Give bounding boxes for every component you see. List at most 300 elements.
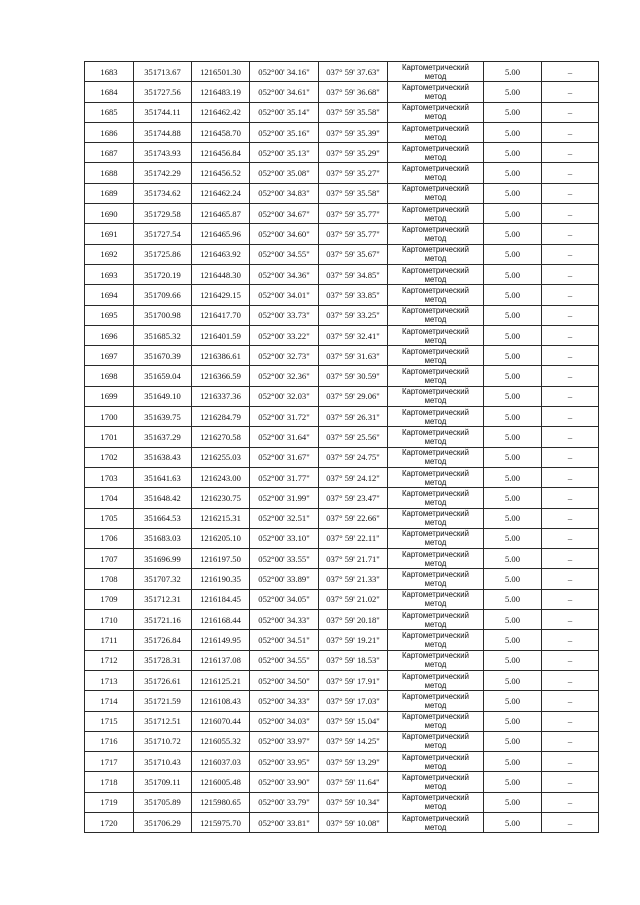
longitude-cell: 037° 59' 22.11" xyxy=(319,528,388,548)
description-cell: – xyxy=(542,752,599,772)
accuracy-cell: 5.00 xyxy=(484,467,542,487)
method-line-2: метод xyxy=(424,274,447,284)
table-row xyxy=(85,386,599,406)
method-line-1: Картометрический xyxy=(402,306,469,316)
accuracy-cell: 5.00 xyxy=(484,82,542,102)
method-line-1: Картометрический xyxy=(402,326,469,336)
method-line-2: метод xyxy=(424,416,447,426)
description-cell: – xyxy=(542,447,599,467)
method-line-2: метод xyxy=(424,396,447,406)
method-cell xyxy=(388,488,484,508)
table-row xyxy=(85,122,599,142)
x-coordinate-cell: 351710.43 xyxy=(134,752,192,772)
method-cell xyxy=(388,102,484,122)
method-cell xyxy=(388,264,484,284)
method-cell xyxy=(388,82,484,102)
accuracy-cell: 5.00 xyxy=(484,549,542,569)
table-row xyxy=(85,143,599,163)
table-row xyxy=(85,792,599,812)
description-cell: – xyxy=(542,610,599,630)
method-line-2: метод xyxy=(424,477,447,487)
y-coordinate-cell: 1216037.03 xyxy=(192,752,250,772)
longitude-cell: 037° 59' 23.47" xyxy=(319,488,388,508)
method-cell xyxy=(388,122,484,142)
longitude-cell: 037° 59' 32.41" xyxy=(319,325,388,345)
y-coordinate-cell: 1216125.21 xyxy=(192,670,250,690)
point-number-cell: 1704 xyxy=(85,488,134,508)
longitude-cell: 037° 59' 21.33" xyxy=(319,569,388,589)
point-number-cell: 1690 xyxy=(85,204,134,224)
x-coordinate-cell: 351685.32 xyxy=(134,325,192,345)
latitude-cell: 052°00' 31.64" xyxy=(250,427,319,447)
method-line-2: метод xyxy=(424,497,447,507)
latitude-cell: 052°00' 34.16" xyxy=(250,62,319,82)
accuracy-cell: 5.00 xyxy=(484,183,542,203)
accuracy-cell: 5.00 xyxy=(484,204,542,224)
y-coordinate-cell: 1216462.24 xyxy=(192,183,250,203)
description-cell: – xyxy=(542,670,599,690)
longitude-cell: 037° 59' 35.58" xyxy=(319,183,388,203)
y-coordinate-cell: 1216005.48 xyxy=(192,772,250,792)
description-cell: – xyxy=(542,407,599,427)
method-cell xyxy=(388,366,484,386)
longitude-cell: 037° 59' 35.27" xyxy=(319,163,388,183)
point-number-cell: 1701 xyxy=(85,427,134,447)
x-coordinate-cell: 351713.67 xyxy=(134,62,192,82)
method-cell xyxy=(388,244,484,264)
accuracy-cell: 5.00 xyxy=(484,691,542,711)
longitude-cell: 037° 59' 35.77" xyxy=(319,204,388,224)
latitude-cell: 052°00' 31.77" xyxy=(250,467,319,487)
method-line-1: Картометрический xyxy=(402,671,469,681)
accuracy-cell: 5.00 xyxy=(484,346,542,366)
y-coordinate-cell: 1216366.59 xyxy=(192,366,250,386)
x-coordinate-cell: 351734.62 xyxy=(134,183,192,203)
method-line-1: Картометрический xyxy=(402,732,469,742)
point-number-cell: 1716 xyxy=(85,731,134,751)
point-number-cell: 1717 xyxy=(85,752,134,772)
longitude-cell: 037° 59' 35.29" xyxy=(319,143,388,163)
x-coordinate-cell: 351637.29 xyxy=(134,427,192,447)
method-line-1: Картометрический xyxy=(402,245,469,255)
table-row xyxy=(85,711,599,731)
point-number-cell: 1686 xyxy=(85,122,134,142)
method-cell xyxy=(388,731,484,751)
latitude-cell: 052°00' 34.33" xyxy=(250,610,319,630)
method-line-2: метод xyxy=(424,173,447,183)
y-coordinate-cell: 1216270.58 xyxy=(192,427,250,447)
y-coordinate-cell: 1216456.52 xyxy=(192,163,250,183)
point-number-cell: 1718 xyxy=(85,772,134,792)
table-row xyxy=(85,224,599,244)
description-cell: – xyxy=(542,386,599,406)
latitude-cell: 052°00' 34.60" xyxy=(250,224,319,244)
longitude-cell: 037° 59' 15.04" xyxy=(319,711,388,731)
method-line-2: метод xyxy=(424,355,447,365)
latitude-cell: 052°00' 31.99" xyxy=(250,488,319,508)
accuracy-cell: 5.00 xyxy=(484,285,542,305)
method-line-2: метод xyxy=(424,660,447,670)
x-coordinate-cell: 351744.88 xyxy=(134,122,192,142)
table-row xyxy=(85,447,599,467)
table-row xyxy=(85,610,599,630)
point-number-cell: 1696 xyxy=(85,325,134,345)
method-line-2: метод xyxy=(424,518,447,528)
method-line-1: Картометрический xyxy=(402,509,469,519)
method-line-2: метод xyxy=(424,436,447,446)
table-row xyxy=(85,264,599,284)
latitude-cell: 052°00' 33.10" xyxy=(250,528,319,548)
accuracy-cell: 5.00 xyxy=(484,610,542,630)
method-cell xyxy=(388,528,484,548)
table-row xyxy=(85,772,599,792)
x-coordinate-cell: 351705.89 xyxy=(134,792,192,812)
accuracy-cell: 5.00 xyxy=(484,143,542,163)
table-row xyxy=(85,508,599,528)
latitude-cell: 052°00' 35.08" xyxy=(250,163,319,183)
latitude-cell: 052°00' 33.22" xyxy=(250,325,319,345)
description-cell: – xyxy=(542,691,599,711)
latitude-cell: 052°00' 32.03" xyxy=(250,386,319,406)
longitude-cell: 037° 59' 10.34" xyxy=(319,792,388,812)
x-coordinate-cell: 351726.61 xyxy=(134,670,192,690)
x-coordinate-cell: 351649.10 xyxy=(134,386,192,406)
description-cell: – xyxy=(542,285,599,305)
x-coordinate-cell: 351638.43 xyxy=(134,447,192,467)
y-coordinate-cell: 1216458.70 xyxy=(192,122,250,142)
method-line-2: метод xyxy=(424,822,447,832)
point-number-cell: 1708 xyxy=(85,569,134,589)
method-line-2: метод xyxy=(424,639,447,649)
point-number-cell: 1706 xyxy=(85,528,134,548)
table-row xyxy=(85,62,599,82)
method-line-1: Картометрический xyxy=(402,752,469,762)
latitude-cell: 052°00' 33.97" xyxy=(250,731,319,751)
table-row xyxy=(85,569,599,589)
table-row xyxy=(85,549,599,569)
latitude-cell: 052°00' 34.55" xyxy=(250,244,319,264)
method-line-2: метод xyxy=(424,152,447,162)
method-cell xyxy=(388,346,484,366)
method-line-2: метод xyxy=(424,558,447,568)
accuracy-cell: 5.00 xyxy=(484,488,542,508)
accuracy-cell: 5.00 xyxy=(484,528,542,548)
accuracy-cell: 5.00 xyxy=(484,264,542,284)
x-coordinate-cell: 351725.86 xyxy=(134,244,192,264)
y-coordinate-cell: 1216137.08 xyxy=(192,650,250,670)
point-number-cell: 1713 xyxy=(85,670,134,690)
point-number-cell: 1702 xyxy=(85,447,134,467)
table-row xyxy=(85,650,599,670)
x-coordinate-cell: 351641.63 xyxy=(134,467,192,487)
point-number-cell: 1688 xyxy=(85,163,134,183)
point-number-cell: 1684 xyxy=(85,82,134,102)
x-coordinate-cell: 351710.72 xyxy=(134,731,192,751)
y-coordinate-cell: 1216184.45 xyxy=(192,589,250,609)
method-cell xyxy=(388,610,484,630)
accuracy-cell: 5.00 xyxy=(484,366,542,386)
accuracy-cell: 5.00 xyxy=(484,731,542,751)
accuracy-cell: 5.00 xyxy=(484,427,542,447)
method-line-2: метод xyxy=(424,91,447,101)
point-number-cell: 1691 xyxy=(85,224,134,244)
method-cell xyxy=(388,670,484,690)
accuracy-cell: 5.00 xyxy=(484,447,542,467)
latitude-cell: 052°00' 35.14" xyxy=(250,102,319,122)
y-coordinate-cell: 1216337.36 xyxy=(192,386,250,406)
accuracy-cell: 5.00 xyxy=(484,305,542,325)
method-line-1: Картометрический xyxy=(402,367,469,377)
table-row xyxy=(85,528,599,548)
method-line-1: Картометрический xyxy=(402,630,469,640)
point-number-cell: 1693 xyxy=(85,264,134,284)
method-cell xyxy=(388,163,484,183)
method-line-1: Картометрический xyxy=(402,773,469,783)
description-cell: – xyxy=(542,305,599,325)
table-row xyxy=(85,163,599,183)
point-number-cell: 1700 xyxy=(85,407,134,427)
y-coordinate-cell: 1216197.50 xyxy=(192,549,250,569)
point-number-cell: 1714 xyxy=(85,691,134,711)
description-cell: – xyxy=(542,467,599,487)
accuracy-cell: 5.00 xyxy=(484,772,542,792)
latitude-cell: 052°00' 35.13" xyxy=(250,143,319,163)
method-cell xyxy=(388,792,484,812)
method-line-2: метод xyxy=(424,193,447,203)
y-coordinate-cell: 1216108.43 xyxy=(192,691,250,711)
method-line-2: метод xyxy=(424,112,447,122)
description-cell: – xyxy=(542,569,599,589)
y-coordinate-cell: 1216417.70 xyxy=(192,305,250,325)
description-cell: – xyxy=(542,792,599,812)
method-cell xyxy=(388,589,484,609)
x-coordinate-cell: 351712.51 xyxy=(134,711,192,731)
method-line-1: Картометрический xyxy=(402,407,469,417)
method-cell xyxy=(388,549,484,569)
y-coordinate-cell: 1216462.42 xyxy=(192,102,250,122)
method-cell xyxy=(388,407,484,427)
y-coordinate-cell: 1216070.44 xyxy=(192,711,250,731)
method-line-1: Картометрический xyxy=(402,103,469,113)
description-cell: – xyxy=(542,711,599,731)
description-cell: – xyxy=(542,163,599,183)
latitude-cell: 052°00' 33.95" xyxy=(250,752,319,772)
description-cell: – xyxy=(542,427,599,447)
y-coordinate-cell: 1216501.30 xyxy=(192,62,250,82)
longitude-cell: 037° 59' 33.85" xyxy=(319,285,388,305)
accuracy-cell: 5.00 xyxy=(484,630,542,650)
x-coordinate-cell: 351659.04 xyxy=(134,366,192,386)
x-coordinate-cell: 351706.29 xyxy=(134,812,192,832)
x-coordinate-cell: 351696.99 xyxy=(134,549,192,569)
table-row xyxy=(85,346,599,366)
x-coordinate-cell: 351727.54 xyxy=(134,224,192,244)
longitude-cell: 037° 59' 26.31" xyxy=(319,407,388,427)
method-line-2: метод xyxy=(424,761,447,771)
x-coordinate-cell: 351720.19 xyxy=(134,264,192,284)
y-coordinate-cell: 1216386.61 xyxy=(192,346,250,366)
longitude-cell: 037° 59' 35.67" xyxy=(319,244,388,264)
y-coordinate-cell: 1216401.59 xyxy=(192,325,250,345)
longitude-cell: 037° 59' 13.29" xyxy=(319,752,388,772)
point-number-cell: 1712 xyxy=(85,650,134,670)
method-line-1: Картометрический xyxy=(402,448,469,458)
x-coordinate-cell: 351744.11 xyxy=(134,102,192,122)
description-cell: – xyxy=(542,82,599,102)
latitude-cell: 052°00' 33.90" xyxy=(250,772,319,792)
latitude-cell: 052°00' 32.73" xyxy=(250,346,319,366)
accuracy-cell: 5.00 xyxy=(484,650,542,670)
method-line-2: метод xyxy=(424,457,447,467)
method-line-1: Картометрический xyxy=(402,82,469,92)
description-cell: – xyxy=(542,346,599,366)
y-coordinate-cell: 1216465.87 xyxy=(192,204,250,224)
latitude-cell: 052°00' 32.51" xyxy=(250,508,319,528)
point-number-cell: 1687 xyxy=(85,143,134,163)
x-coordinate-cell: 351721.16 xyxy=(134,610,192,630)
point-number-cell: 1692 xyxy=(85,244,134,264)
table-row xyxy=(85,812,599,832)
point-number-cell: 1698 xyxy=(85,366,134,386)
method-line-1: Картометрический xyxy=(402,62,469,72)
x-coordinate-cell: 351743.93 xyxy=(134,143,192,163)
table-body xyxy=(85,62,599,833)
description-cell: – xyxy=(542,528,599,548)
latitude-cell: 052°00' 33.73" xyxy=(250,305,319,325)
latitude-cell: 052°00' 31.72" xyxy=(250,407,319,427)
method-cell xyxy=(388,691,484,711)
x-coordinate-cell: 351728.31 xyxy=(134,650,192,670)
longitude-cell: 037° 59' 17.91" xyxy=(319,670,388,690)
point-number-cell: 1709 xyxy=(85,589,134,609)
point-number-cell: 1683 xyxy=(85,62,134,82)
longitude-cell: 037° 59' 24.12" xyxy=(319,467,388,487)
latitude-cell: 052°00' 32.36" xyxy=(250,366,319,386)
method-line-2: метод xyxy=(424,782,447,792)
method-cell xyxy=(388,650,484,670)
latitude-cell: 052°00' 34.33" xyxy=(250,691,319,711)
longitude-cell: 037° 59' 35.58" xyxy=(319,102,388,122)
table-row xyxy=(85,670,599,690)
x-coordinate-cell: 351639.75 xyxy=(134,407,192,427)
longitude-cell: 037° 59' 21.02" xyxy=(319,589,388,609)
method-line-1: Картометрический xyxy=(402,164,469,174)
accuracy-cell: 5.00 xyxy=(484,163,542,183)
description-cell: – xyxy=(542,143,599,163)
method-line-2: метод xyxy=(424,335,447,345)
table-row xyxy=(85,325,599,345)
point-number-cell: 1697 xyxy=(85,346,134,366)
accuracy-cell: 5.00 xyxy=(484,792,542,812)
description-cell: – xyxy=(542,264,599,284)
latitude-cell: 052°00' 34.67" xyxy=(250,204,319,224)
table-row xyxy=(85,366,599,386)
point-number-cell: 1707 xyxy=(85,549,134,569)
method-line-2: метод xyxy=(424,721,447,731)
method-cell xyxy=(388,183,484,203)
method-line-1: Картометрический xyxy=(402,529,469,539)
method-cell xyxy=(388,630,484,650)
accuracy-cell: 5.00 xyxy=(484,752,542,772)
latitude-cell: 052°00' 34.55" xyxy=(250,650,319,670)
longitude-cell: 037° 59' 24.75" xyxy=(319,447,388,467)
point-number-cell: 1719 xyxy=(85,792,134,812)
x-coordinate-cell: 351648.42 xyxy=(134,488,192,508)
method-line-2: метод xyxy=(424,315,447,325)
description-cell: – xyxy=(542,549,599,569)
method-line-1: Картометрический xyxy=(402,204,469,214)
table-row xyxy=(85,752,599,772)
description-cell: – xyxy=(542,183,599,203)
latitude-cell: 052°00' 34.50" xyxy=(250,670,319,690)
table-row xyxy=(85,488,599,508)
x-coordinate-cell: 351709.11 xyxy=(134,772,192,792)
longitude-cell: 037° 59' 11.64" xyxy=(319,772,388,792)
point-number-cell: 1695 xyxy=(85,305,134,325)
table-row xyxy=(85,589,599,609)
longitude-cell: 037° 59' 18.53" xyxy=(319,650,388,670)
x-coordinate-cell: 351727.56 xyxy=(134,82,192,102)
point-number-cell: 1703 xyxy=(85,467,134,487)
method-line-1: Картометрический xyxy=(402,184,469,194)
x-coordinate-cell: 351712.31 xyxy=(134,589,192,609)
method-line-2: метод xyxy=(424,376,447,386)
y-coordinate-cell: 1216055.32 xyxy=(192,731,250,751)
coordinates-table xyxy=(84,61,599,833)
y-coordinate-cell: 1216463.92 xyxy=(192,244,250,264)
method-line-1: Картометрический xyxy=(402,590,469,600)
table-row xyxy=(85,691,599,711)
x-coordinate-cell: 351726.84 xyxy=(134,630,192,650)
longitude-cell: 037° 59' 10.08" xyxy=(319,812,388,832)
latitude-cell: 052°00' 34.83" xyxy=(250,183,319,203)
longitude-cell: 037° 59' 31.63" xyxy=(319,346,388,366)
method-line-2: метод xyxy=(424,741,447,751)
table-row xyxy=(85,407,599,427)
table-row xyxy=(85,102,599,122)
method-cell xyxy=(388,772,484,792)
method-cell xyxy=(388,224,484,244)
method-line-2: метод xyxy=(424,71,447,81)
method-cell xyxy=(388,143,484,163)
method-cell xyxy=(388,386,484,406)
accuracy-cell: 5.00 xyxy=(484,508,542,528)
method-line-1: Картометрический xyxy=(402,387,469,397)
method-line-1: Картометрический xyxy=(402,265,469,275)
description-cell: – xyxy=(542,325,599,345)
method-cell xyxy=(388,427,484,447)
y-coordinate-cell: 1216190.35 xyxy=(192,569,250,589)
point-number-cell: 1699 xyxy=(85,386,134,406)
table-row xyxy=(85,183,599,203)
longitude-cell: 037° 59' 25.56" xyxy=(319,427,388,447)
method-line-1: Картометрический xyxy=(402,570,469,580)
description-cell: – xyxy=(542,589,599,609)
latitude-cell: 052°00' 34.51" xyxy=(250,630,319,650)
x-coordinate-cell: 351709.66 xyxy=(134,285,192,305)
longitude-cell: 037° 59' 35.77" xyxy=(319,224,388,244)
point-number-cell: 1694 xyxy=(85,285,134,305)
latitude-cell: 052°00' 34.01" xyxy=(250,285,319,305)
y-coordinate-cell: 1216149.95 xyxy=(192,630,250,650)
method-line-1: Картометрический xyxy=(402,813,469,823)
accuracy-cell: 5.00 xyxy=(484,670,542,690)
point-number-cell: 1720 xyxy=(85,812,134,832)
latitude-cell: 052°00' 33.55" xyxy=(250,549,319,569)
y-coordinate-cell: 1216215.31 xyxy=(192,508,250,528)
longitude-cell: 037° 59' 30.59" xyxy=(319,366,388,386)
table-row xyxy=(85,467,599,487)
